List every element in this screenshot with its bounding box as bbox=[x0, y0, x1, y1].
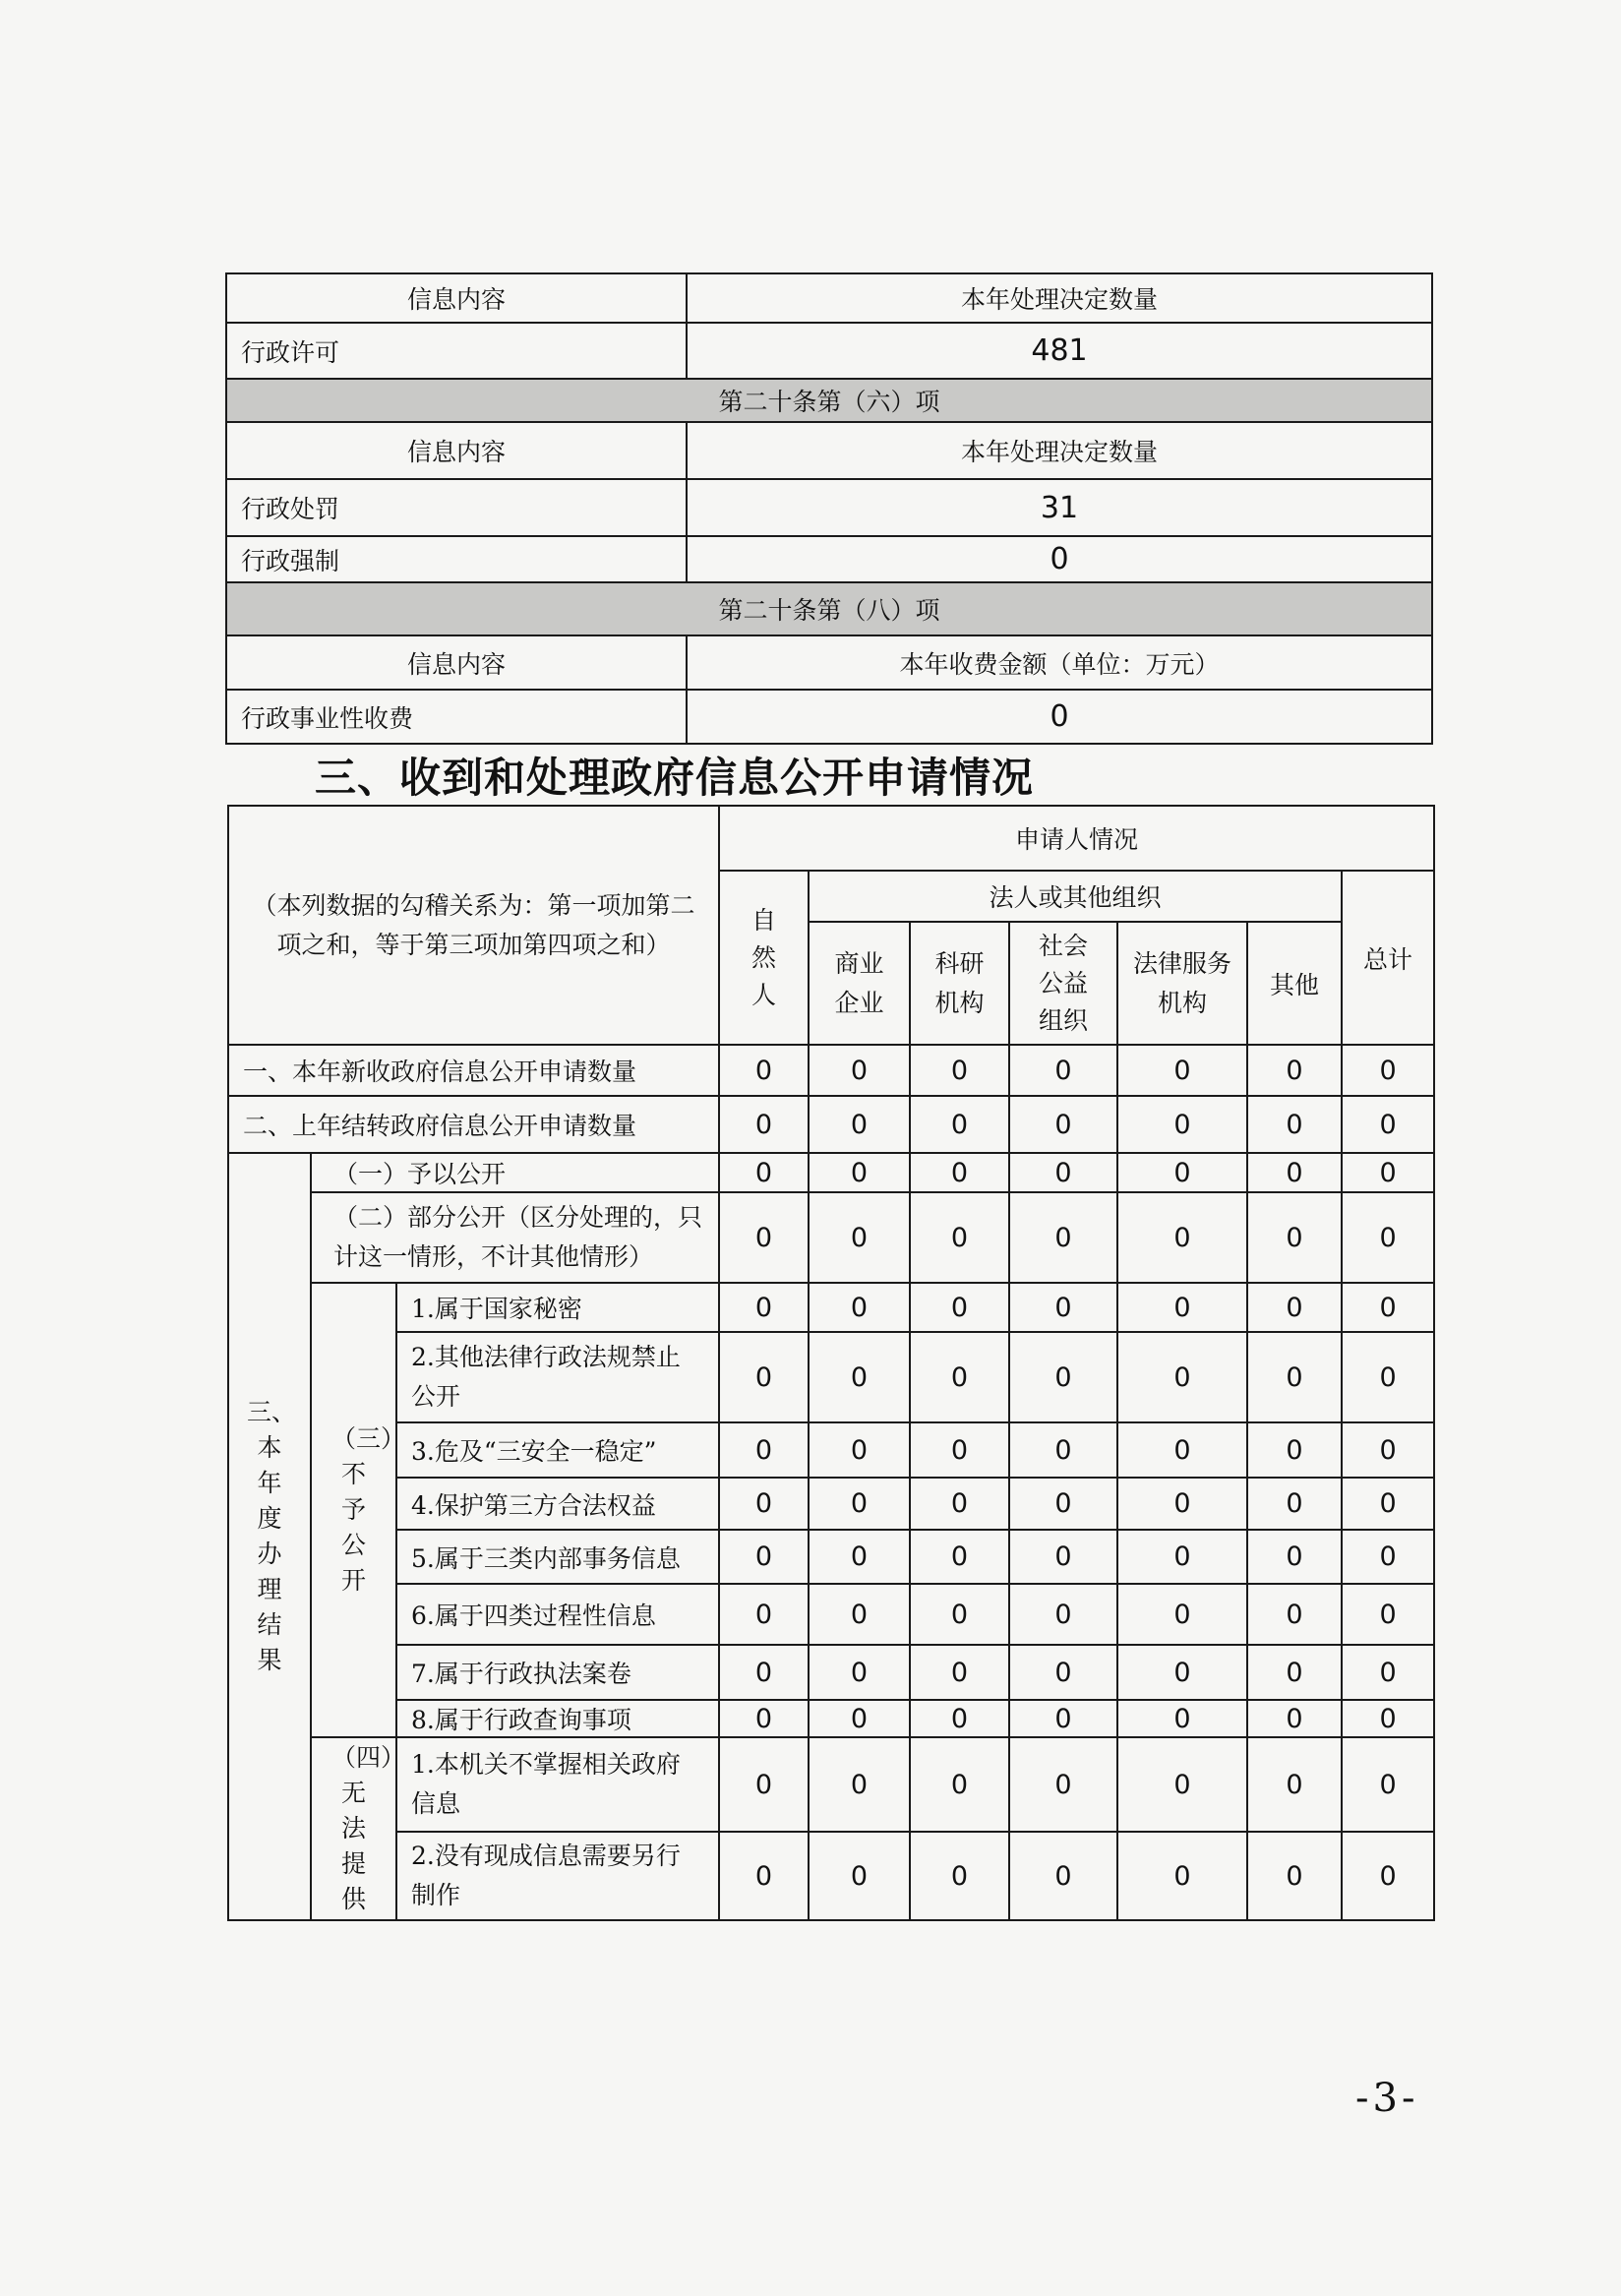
row-not-disclosed-item: 4.保护第三方合法权益 bbox=[396, 1478, 719, 1530]
cell-value: 0 bbox=[1342, 1832, 1434, 1920]
cell-value: 0 bbox=[910, 1422, 1009, 1478]
cell-value: 0 bbox=[1247, 1584, 1342, 1645]
table-row bbox=[228, 1332, 1434, 1422]
cell-value: 0 bbox=[1342, 1645, 1434, 1700]
cell-value: 0 bbox=[809, 1530, 910, 1584]
table-row bbox=[228, 1737, 1434, 1832]
row-admin-license-value: 481 bbox=[687, 323, 1432, 379]
row-cannot-provide-item: 2.没有现成信息需要另行制作 bbox=[396, 1832, 719, 1920]
legal-service-org-header: 法律服务机构 bbox=[1117, 922, 1247, 1045]
cell-value: 0 bbox=[1117, 1700, 1247, 1737]
row-not-disclosed-item: 1.属于国家秘密 bbox=[396, 1283, 719, 1332]
cell-value: 0 bbox=[809, 1332, 910, 1422]
cell-value: 0 bbox=[910, 1530, 1009, 1584]
cell-value: 0 bbox=[1342, 1332, 1434, 1422]
table-row bbox=[228, 1530, 1434, 1584]
row-admin-penalty-value: 31 bbox=[687, 479, 1432, 536]
cell-value: 0 bbox=[1117, 1584, 1247, 1645]
cell-value: 0 bbox=[1009, 1737, 1117, 1832]
cell-value: 0 bbox=[1009, 1153, 1117, 1192]
header3-info-content: 信息内容 bbox=[226, 635, 687, 690]
cell-value: 0 bbox=[910, 1283, 1009, 1332]
table-row bbox=[228, 1832, 1434, 1920]
cell-value: 0 bbox=[1009, 1192, 1117, 1283]
cell-value: 0 bbox=[1342, 1192, 1434, 1283]
cell-value: 0 bbox=[719, 1530, 809, 1584]
cell-value: 0 bbox=[719, 1045, 809, 1096]
cell-value: 0 bbox=[719, 1096, 809, 1153]
cell-value: 0 bbox=[809, 1283, 910, 1332]
table-row bbox=[228, 1153, 1434, 1192]
cell-value: 0 bbox=[910, 1478, 1009, 1530]
cell-value: 0 bbox=[809, 1584, 910, 1645]
cell-value: 0 bbox=[1247, 1530, 1342, 1584]
cell-value: 0 bbox=[1117, 1832, 1247, 1920]
cell-value: 0 bbox=[1247, 1096, 1342, 1153]
row-not-disclosed-item: 8.属于行政查询事项 bbox=[396, 1700, 719, 1737]
cell-value: 0 bbox=[910, 1584, 1009, 1645]
row-not-disclosed-item: 6.属于四类过程性信息 bbox=[396, 1584, 719, 1645]
research-institution-header: 科研机构 bbox=[910, 922, 1009, 1045]
header2-decision-count: 本年处理决定数量 bbox=[687, 422, 1432, 479]
table-row bbox=[228, 1700, 1434, 1737]
row-new-requests-label: 一、本年新收政府信息公开申请数量 bbox=[228, 1045, 719, 1096]
cell-value: 0 bbox=[719, 1478, 809, 1530]
cell-value: 0 bbox=[910, 1045, 1009, 1096]
row-cannot-provide-item: 1.本机关不掌握相关政府信息 bbox=[396, 1737, 719, 1832]
row-admin-license-label: 行政许可 bbox=[226, 323, 687, 379]
table-row bbox=[228, 1192, 1434, 1283]
row-partial-disclosed-label: （二）部分公开（区分处理的，只计这一情形，不计其他情形） bbox=[311, 1192, 719, 1283]
disclosure-decision-table bbox=[225, 272, 1433, 745]
cell-value: 0 bbox=[1009, 1045, 1117, 1096]
public-welfare-org-header: 社会公益组织 bbox=[1009, 922, 1117, 1045]
cell-value: 0 bbox=[1247, 1700, 1342, 1737]
cell-value: 0 bbox=[809, 1192, 910, 1283]
cell-value: 0 bbox=[1342, 1045, 1434, 1096]
not-disclosed-group-label: （三）不予公开 bbox=[311, 1283, 396, 1737]
cell-value: 0 bbox=[1342, 1737, 1434, 1832]
section-title: 三、收到和处理政府信息公开申请情况 bbox=[315, 754, 1035, 802]
cell-value: 0 bbox=[910, 1332, 1009, 1422]
table-row bbox=[228, 1645, 1434, 1700]
row-not-disclosed-item: 5.属于三类内部事务信息 bbox=[396, 1530, 719, 1584]
cell-value: 0 bbox=[719, 1737, 809, 1832]
cell-value: 0 bbox=[910, 1153, 1009, 1192]
cell-value: 0 bbox=[1247, 1045, 1342, 1096]
cell-value: 0 bbox=[719, 1832, 809, 1920]
total-header: 总计 bbox=[1342, 871, 1434, 1045]
cell-value: 0 bbox=[1342, 1283, 1434, 1332]
cell-value: 0 bbox=[809, 1045, 910, 1096]
cell-value: 0 bbox=[809, 1096, 910, 1153]
cell-value: 0 bbox=[1342, 1422, 1434, 1478]
cell-value: 0 bbox=[1247, 1478, 1342, 1530]
cell-value: 0 bbox=[1009, 1283, 1117, 1332]
cell-value: 0 bbox=[1247, 1283, 1342, 1332]
application-table bbox=[227, 805, 1435, 1921]
cell-value: 0 bbox=[1117, 1332, 1247, 1422]
row-not-disclosed-item: 3.危及“三安全一稳定” bbox=[396, 1422, 719, 1478]
cell-value: 0 bbox=[809, 1478, 910, 1530]
cell-value: 0 bbox=[1247, 1192, 1342, 1283]
page-number: -3- bbox=[1355, 2076, 1419, 2121]
commercial-enterprise-header: 商业企业 bbox=[809, 922, 910, 1045]
table-row bbox=[228, 1422, 1434, 1478]
row-admin-fee-value: 0 bbox=[687, 690, 1432, 744]
cell-value: 0 bbox=[1342, 1584, 1434, 1645]
section-article20-item6: 第二十条第（六）项 bbox=[226, 379, 1432, 422]
cell-value: 0 bbox=[1247, 1153, 1342, 1192]
cell-value: 0 bbox=[1117, 1645, 1247, 1700]
cell-value: 0 bbox=[1117, 1192, 1247, 1283]
cell-value: 0 bbox=[719, 1422, 809, 1478]
row-admin-penalty-label: 行政处罚 bbox=[226, 479, 687, 536]
cell-value: 0 bbox=[1117, 1045, 1247, 1096]
cell-value: 0 bbox=[910, 1096, 1009, 1153]
cell-value: 0 bbox=[1247, 1645, 1342, 1700]
cell-value: 0 bbox=[809, 1700, 910, 1737]
cell-value: 0 bbox=[910, 1832, 1009, 1920]
cell-value: 0 bbox=[1342, 1096, 1434, 1153]
row-admin-enforce-label: 行政强制 bbox=[226, 536, 687, 582]
header3-fee-amount: 本年收费金额（单位：万元） bbox=[687, 635, 1432, 690]
cell-value: 0 bbox=[809, 1737, 910, 1832]
row-carryover-requests-label: 二、上年结转政府信息公开申请数量 bbox=[228, 1096, 719, 1153]
cell-value: 0 bbox=[1342, 1700, 1434, 1737]
cell-value: 0 bbox=[719, 1153, 809, 1192]
cell-value: 0 bbox=[1342, 1478, 1434, 1530]
table-row bbox=[228, 1478, 1434, 1530]
cell-value: 0 bbox=[1117, 1153, 1247, 1192]
cell-value: 0 bbox=[910, 1192, 1009, 1283]
cell-value: 0 bbox=[1247, 1332, 1342, 1422]
cell-value: 0 bbox=[1342, 1153, 1434, 1192]
cell-value: 0 bbox=[1117, 1422, 1247, 1478]
cell-value: 0 bbox=[719, 1700, 809, 1737]
header2-info-content: 信息内容 bbox=[226, 422, 687, 479]
cell-value: 0 bbox=[1247, 1422, 1342, 1478]
row-admin-enforce-value: 0 bbox=[687, 536, 1432, 582]
cell-value: 0 bbox=[1009, 1832, 1117, 1920]
cell-value: 0 bbox=[1247, 1832, 1342, 1920]
table-row bbox=[228, 1283, 1434, 1332]
cell-value: 0 bbox=[910, 1645, 1009, 1700]
cell-value: 0 bbox=[1117, 1096, 1247, 1153]
section-article20-item8: 第二十条第（八）项 bbox=[226, 582, 1432, 635]
cell-value: 0 bbox=[1009, 1700, 1117, 1737]
applicant-header: 申请人情况 bbox=[719, 806, 1434, 871]
cell-value: 0 bbox=[1009, 1422, 1117, 1478]
cell-value: 0 bbox=[910, 1737, 1009, 1832]
result-group-label: 三、本年度办理结果 bbox=[228, 1153, 311, 1920]
cell-value: 0 bbox=[719, 1645, 809, 1700]
cell-value: 0 bbox=[1117, 1530, 1247, 1584]
cell-value: 0 bbox=[719, 1192, 809, 1283]
row-admin-fee-label: 行政事业性收费 bbox=[226, 690, 687, 744]
cell-value: 0 bbox=[1117, 1737, 1247, 1832]
legal-org-header: 法人或其他组织 bbox=[809, 871, 1342, 922]
natural-person-header: 自然人 bbox=[719, 871, 809, 1045]
table-row bbox=[228, 1584, 1434, 1645]
row-not-disclosed-item: 2.其他法律行政法规禁止公开 bbox=[396, 1332, 719, 1422]
cell-value: 0 bbox=[809, 1832, 910, 1920]
cell-value: 0 bbox=[719, 1584, 809, 1645]
balance-note: （本列数据的勾稽关系为：第一项加第二项之和，等于第三项加第四项之和） bbox=[228, 806, 719, 1045]
cell-value: 0 bbox=[719, 1332, 809, 1422]
cell-value: 0 bbox=[1342, 1530, 1434, 1584]
cell-value: 0 bbox=[809, 1645, 910, 1700]
cell-value: 0 bbox=[1009, 1478, 1117, 1530]
header-decision-count: 本年处理决定数量 bbox=[687, 273, 1432, 323]
cell-value: 0 bbox=[1009, 1530, 1117, 1584]
cell-value: 0 bbox=[1117, 1283, 1247, 1332]
cannot-provide-group-label: （四）无法提供 bbox=[311, 1737, 396, 1920]
cell-value: 0 bbox=[1009, 1096, 1117, 1153]
header-info-content: 信息内容 bbox=[226, 273, 687, 323]
cell-value: 0 bbox=[809, 1153, 910, 1192]
cell-value: 0 bbox=[910, 1700, 1009, 1737]
other-org-header: 其他 bbox=[1247, 922, 1342, 1045]
cell-value: 0 bbox=[809, 1422, 910, 1478]
cell-value: 0 bbox=[1009, 1332, 1117, 1422]
table-row bbox=[228, 1096, 1434, 1153]
cell-value: 0 bbox=[1247, 1737, 1342, 1832]
cell-value: 0 bbox=[1009, 1645, 1117, 1700]
cell-value: 0 bbox=[1117, 1478, 1247, 1530]
row-disclosed-label: （一）予以公开 bbox=[311, 1153, 719, 1192]
row-not-disclosed-item: 7.属于行政执法案卷 bbox=[396, 1645, 719, 1700]
table-row bbox=[228, 1045, 1434, 1096]
cell-value: 0 bbox=[1009, 1584, 1117, 1645]
cell-value: 0 bbox=[719, 1283, 809, 1332]
